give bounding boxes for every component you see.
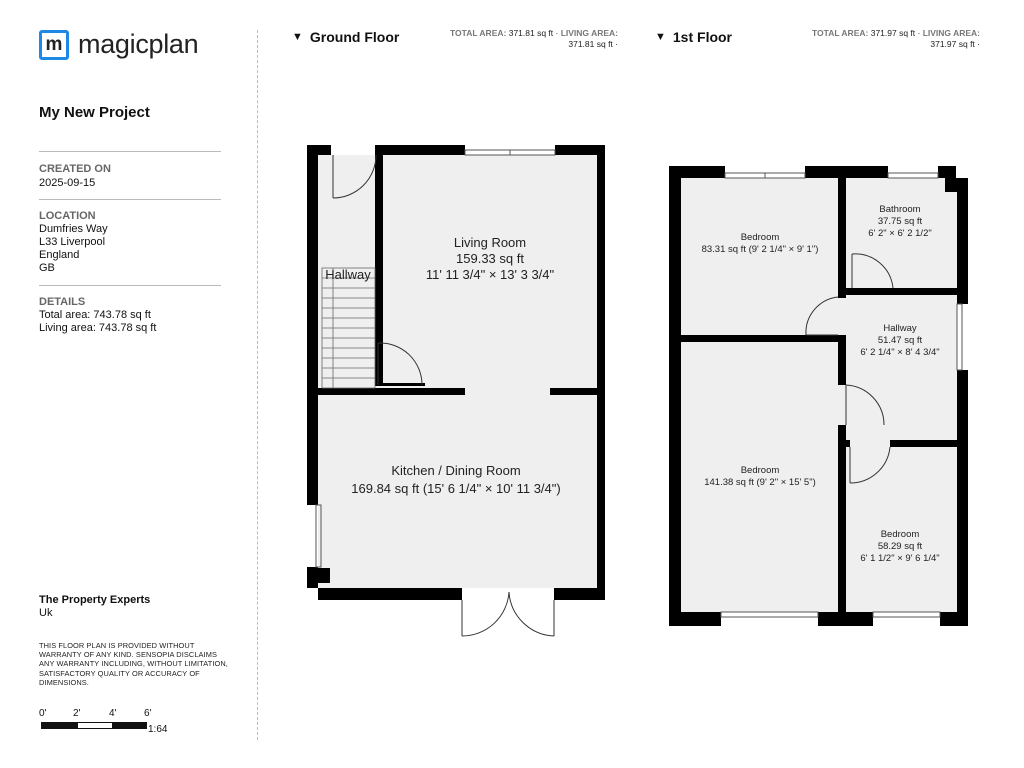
company-name: The Property Experts: [39, 594, 151, 606]
ground-floor-plan: [307, 145, 605, 636]
created-value: 2025-09-15: [39, 177, 96, 189]
room-name: Bedroom: [740, 465, 780, 476]
living-area-value: 371.97 sq ft: [930, 39, 975, 49]
created-label: CREATED ON: [39, 163, 111, 175]
floor-name: Ground Floor: [309, 29, 400, 45]
collapse-triangle-icon: ▼: [292, 31, 303, 43]
room-name: Kitchen / Dining Room: [391, 463, 521, 478]
disclaimer: THIS FLOOR PLAN IS PROVIDED WITHOUT WARRANTY OF ANY KIND. SENSOPIA DISCLAIMS ANY WARRANTY INCLUDING, WITHOUT LIMITATION, SATISFACTORY QUALITY OR ACCURACY OF DIMENSIONS.: [39, 641, 228, 687]
scale-tick-label: 6': [144, 708, 152, 719]
room-area-dims: 169.84 sq ft (15' 6 1/4" × 10' 11 3/4"): [351, 481, 561, 496]
first-floor-plan: [669, 166, 968, 626]
room-dims: 6' 2 1/4" × 8' 4 3/4": [860, 347, 940, 358]
room-name: Bedroom: [880, 529, 920, 540]
room-area: 58.29 sq ft: [877, 541, 923, 552]
scale-tick-label: 4': [109, 708, 117, 719]
total-area-label: TOTAL AREA:: [449, 28, 507, 38]
location-line: L33 Liverpool: [39, 236, 106, 248]
room-name: Hallway: [325, 267, 371, 282]
total-area-value: 371.97 sq ft: [870, 28, 916, 38]
room-name: Living Room: [453, 235, 527, 250]
logo-mark-icon: m: [39, 30, 69, 60]
floor-fill: [318, 155, 597, 588]
room-dims: 11' 11 3/4" × 13' 3 3/4": [425, 267, 555, 282]
room-name: Hallway: [883, 323, 917, 334]
room-area-dims: 83.31 sq ft (9' 2 1/4" × 9' 1"): [701, 244, 819, 255]
room-name: Bathroom: [879, 204, 921, 215]
room-dims: 6' 2" × 6' 2 1/2": [868, 228, 932, 239]
location-label: LOCATION: [39, 210, 96, 222]
room-area: 159.33 sq ft: [456, 251, 524, 266]
room-name: Bedroom: [740, 232, 780, 243]
total-area: Total area: 743.78 sq ft: [39, 309, 151, 321]
scale-ratio: 1:64: [148, 724, 168, 735]
company-country: Uk: [39, 607, 53, 619]
logo-text: magicplan: [78, 29, 199, 59]
living-area-label: LIVING AREA:: [560, 28, 618, 38]
room-area: 51.47 sq ft: [877, 335, 923, 346]
scale-tick-label: 2': [73, 708, 81, 719]
total-area-value: 371.81 sq ft: [508, 28, 554, 38]
floor-area-first: TOTAL AREA: 371.97 sq ft · LIVING AREA: 371.97 sq ft ·: [811, 28, 980, 49]
location-line: GB: [39, 262, 55, 274]
living-area-value: 371.81 sq ft: [568, 39, 613, 49]
scale-tick-label: 0': [39, 708, 47, 719]
location-line: Dumfries Way: [39, 223, 108, 235]
room-dims: 6' 1 1/2" × 9' 6 1/4": [860, 553, 940, 564]
location-line: England: [39, 249, 80, 261]
floor-area-ground: TOTAL AREA: 371.81 sq ft · LIVING AREA: 371.81 sq ft ·: [449, 28, 618, 49]
details-label: DETAILS: [39, 296, 86, 308]
floor-name: 1st Floor: [672, 29, 733, 45]
living-area: Living area: 743.78 sq ft: [39, 322, 157, 334]
room-area: 37.75 sq ft: [877, 216, 923, 227]
living-area-label: LIVING AREA:: [922, 28, 980, 38]
room-area-dims: 141.38 sq ft (9' 2" × 15' 5"): [704, 477, 816, 488]
total-area-label: TOTAL AREA:: [811, 28, 869, 38]
collapse-triangle-icon: ▼: [655, 31, 666, 43]
project-title: My New Project: [39, 104, 150, 121]
